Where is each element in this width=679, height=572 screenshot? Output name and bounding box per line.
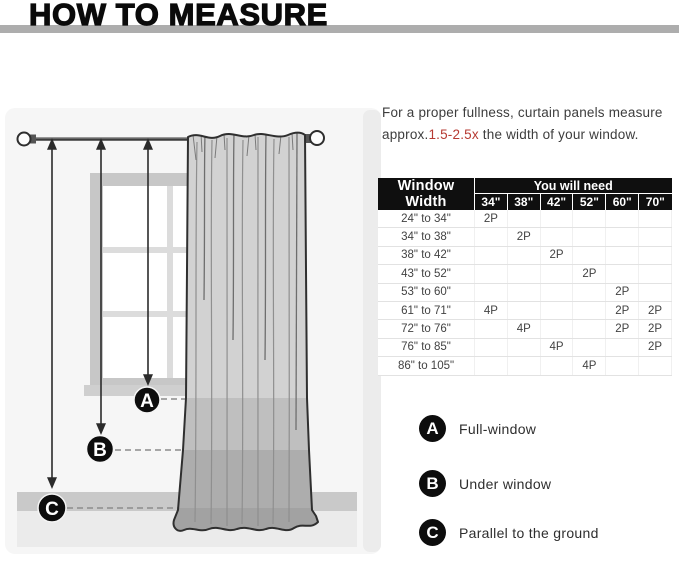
panel-count-cell (507, 210, 540, 228)
column-header: 34" (475, 194, 508, 211)
window-width-header: Window Width (378, 178, 475, 210)
window-muntin-vertical (167, 186, 173, 378)
panel-count-cell (639, 283, 672, 301)
window-width-cell: 43" to 52" (378, 265, 475, 283)
panel-count-cell (475, 320, 508, 338)
panel-count-cell (606, 338, 639, 356)
window-width-cell: 53" to 60" (378, 283, 475, 301)
legend-label-b: Under window (459, 475, 552, 492)
column-header: 52" (573, 194, 606, 211)
panel-count-cell: 2P (639, 301, 672, 319)
panel-count-cell: 2P (540, 246, 573, 264)
marker-c-letter: C (45, 499, 59, 520)
panel-count-cell: 4P (540, 338, 573, 356)
legend (419, 415, 599, 546)
legend-badge-b: B (419, 470, 446, 497)
legend-item-b (419, 470, 599, 497)
column-header: 42" (540, 194, 573, 211)
size-table-body (378, 210, 672, 375)
table-row (378, 246, 672, 264)
panel-count-cell: 2P (507, 228, 540, 246)
rod-finial-left (18, 133, 31, 146)
panel-count-cell (639, 357, 672, 375)
panel-count-cell (507, 283, 540, 301)
marker-a-letter: A (140, 391, 154, 412)
panel-count-cell (540, 357, 573, 375)
column-header: 38" (507, 194, 540, 211)
panel-count-cell: 2P (639, 338, 672, 356)
panel-count-cell (573, 320, 606, 338)
panel-count-cell (573, 301, 606, 319)
panel-count-cell (475, 283, 508, 301)
panel-count-cell (573, 246, 606, 264)
panel-count-cell (639, 228, 672, 246)
panel-count-cell: 2P (639, 320, 672, 338)
legend-item-a (419, 415, 599, 442)
panel-count-cell: 2P (606, 320, 639, 338)
table-row (378, 210, 672, 228)
panel-count-cell (606, 246, 639, 264)
column-header: 60" (606, 194, 639, 211)
marker-b (87, 436, 114, 463)
window-width-cell: 72" to 76" (378, 320, 475, 338)
panel-count-cell: 4P (475, 301, 508, 319)
fullness-ratio-highlight: 1.5-2.5x (428, 127, 479, 142)
panel-count-cell (540, 210, 573, 228)
panel-size-table (378, 178, 672, 376)
panel-count-cell: 2P (573, 265, 606, 283)
panel-count-cell: 4P (507, 320, 540, 338)
panel-count-cell (573, 228, 606, 246)
panel-count-cell (507, 265, 540, 283)
panel-count-cell: 2P (606, 283, 639, 301)
panel-count-cell (507, 357, 540, 375)
panel-count-cell (475, 338, 508, 356)
panel-count-cell (639, 265, 672, 283)
fullness-note-suffix: the width of your window. (478, 127, 639, 142)
table-row (378, 265, 672, 283)
legend-label-c: Parallel to the ground (459, 524, 599, 541)
legend-label-a: Full-window (459, 420, 537, 437)
panel-count-cell: 2P (606, 301, 639, 319)
panel-count-cell (540, 301, 573, 319)
panel-count-cell (573, 338, 606, 356)
panel-count-cell (475, 265, 508, 283)
legend-badge-c: C (419, 519, 446, 546)
panel-count-cell: 4P (573, 357, 606, 375)
page-title: HOW TO MEASURE (29, 0, 328, 32)
fullness-note-line1: For a proper fullness, curtain panels measure (382, 105, 663, 120)
marker-a (134, 387, 160, 413)
panel-count-cell (606, 210, 639, 228)
window-width-cell: 38" to 42" (378, 246, 475, 264)
panel-count-cell (540, 283, 573, 301)
panel-count-cell (639, 210, 672, 228)
window-width-cell: 34" to 38" (378, 228, 475, 246)
rod-finial-right (310, 131, 324, 145)
window-width-cell: 61" to 71" (378, 301, 475, 319)
marker-c (38, 494, 66, 522)
panel-count-cell (475, 357, 508, 375)
table-row (378, 320, 672, 338)
panel-count-cell (540, 265, 573, 283)
panel-count-cell (507, 246, 540, 264)
panel-count-cell (475, 228, 508, 246)
panel-count-cell (639, 246, 672, 264)
panel-count-cell (606, 357, 639, 375)
table-row (378, 228, 672, 246)
panel-count-cell (475, 246, 508, 264)
fullness-note-prefix: approx. (382, 127, 429, 142)
window-width-cell: 76" to 85" (378, 338, 475, 356)
legend-badge-a: A (419, 415, 446, 442)
you-will-need-header: You will need (475, 178, 672, 194)
table-row (378, 283, 672, 301)
panel-count-cell (540, 228, 573, 246)
panel-count-cell (573, 283, 606, 301)
window-width-cell: 86" to 105" (378, 357, 475, 375)
legend-item-c (419, 519, 599, 546)
panel-count-cell (573, 210, 606, 228)
panel-count-cell (606, 228, 639, 246)
column-header: 70" (639, 194, 672, 211)
table-row (378, 338, 672, 356)
table-row (378, 357, 672, 375)
table-row (378, 301, 672, 319)
window-width-cell: 24" to 34" (378, 210, 475, 228)
panel-count-cell: 2P (475, 210, 508, 228)
marker-b-letter: B (93, 440, 107, 461)
panel-count-cell (606, 265, 639, 283)
panel-count-cell (540, 320, 573, 338)
fullness-note (382, 102, 676, 146)
panel-count-cell (507, 338, 540, 356)
panel-count-cell (507, 301, 540, 319)
